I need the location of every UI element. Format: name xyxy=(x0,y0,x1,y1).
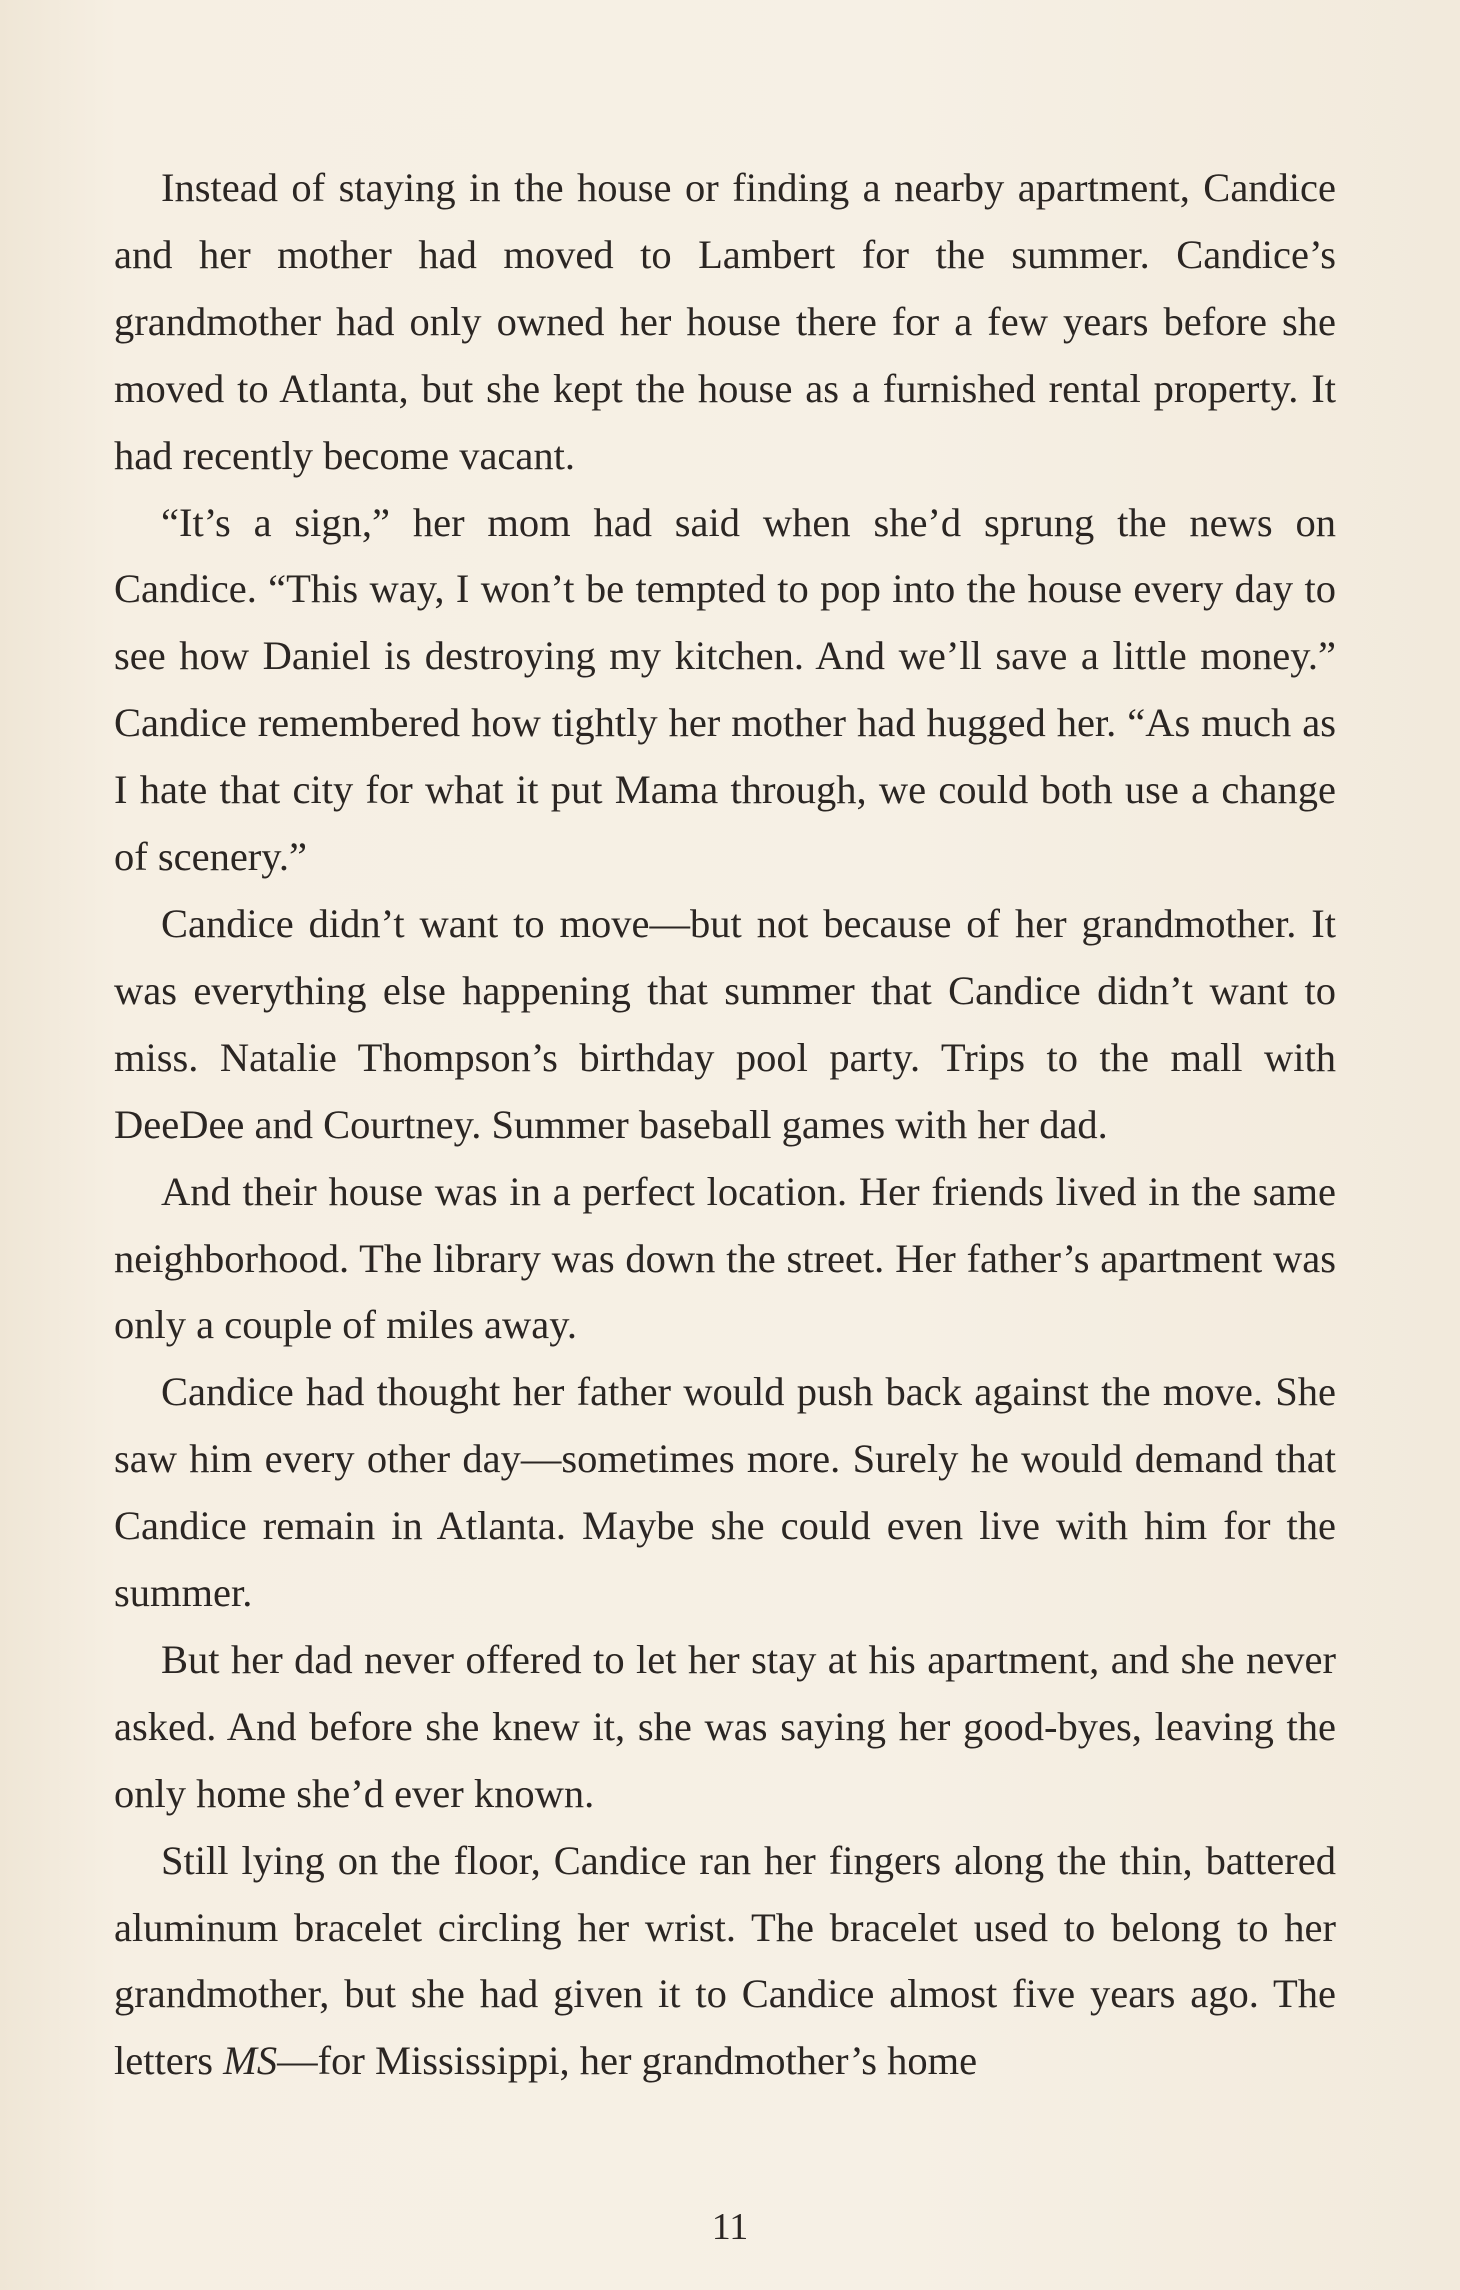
paragraph-last xyxy=(114,1828,1336,2096)
body-text xyxy=(114,155,1336,2095)
paragraph: But her dad never offered to let her stay at his apartment, and she never asked. And before she knew it, she was saying her good-byes, leaving the only home she’d ever known. xyxy=(114,1636,1336,1816)
paragraph: Instead of staying in the house or finding a nearby apartment, Candice and her mother had moved to Lambert for the summer. Candice’s grandmother had only owned her house there for a few years before she moved to Atlanta, but she kept the house as a furnished rental property. It had recently become vacant. xyxy=(114,165,1336,478)
paragraph: Candice had thought her father would push back against the move. She saw him every other day—sometimes more. Surely he would demand that Candice remain in Atlanta. Maybe she could even live with him for the summer. xyxy=(114,1369,1336,1616)
page-number: 11 xyxy=(711,2206,749,2248)
paragraph: And their house was in a perfect location. Her friends lived in the same neighborhood. The library was down the street. Her father’s apartment was only a couple of miles away. xyxy=(114,1168,1336,1348)
paragraph-text: —for Mississippi, her grandmother’s home xyxy=(277,2038,978,2084)
paragraph: Candice didn’t want to move—but not because of her grandmother. It was everything else happening that summer that Candice didn’t want to miss. Natalie Thompson’s birthday pool party. Trips to the mall with DeeDee and Courtney. Summer baseball games with her dad. xyxy=(114,900,1336,1147)
paragraph: “It’s a sign,” her mom had said when she’d sprung the news on Candice. “This way, I won’t be tempted to pop into the house every day to see how Daniel is destroying my kitchen. And we’ll save a little money.” Candice remembered how tightly her mother had hugged her. “As much as I hate that city for what it put Mama through, we could both use a change of scenery.” xyxy=(114,499,1336,880)
paragraph-text: Still lying on the floor, Candice ran her fingers along the thin, battered aluminum bracelet circling her wrist. The bracelet used to belong to her grandmother, but she had given it to Candice almost five years ago. The letters xyxy=(114,1837,1336,2084)
italic-text: MS xyxy=(223,2038,278,2084)
